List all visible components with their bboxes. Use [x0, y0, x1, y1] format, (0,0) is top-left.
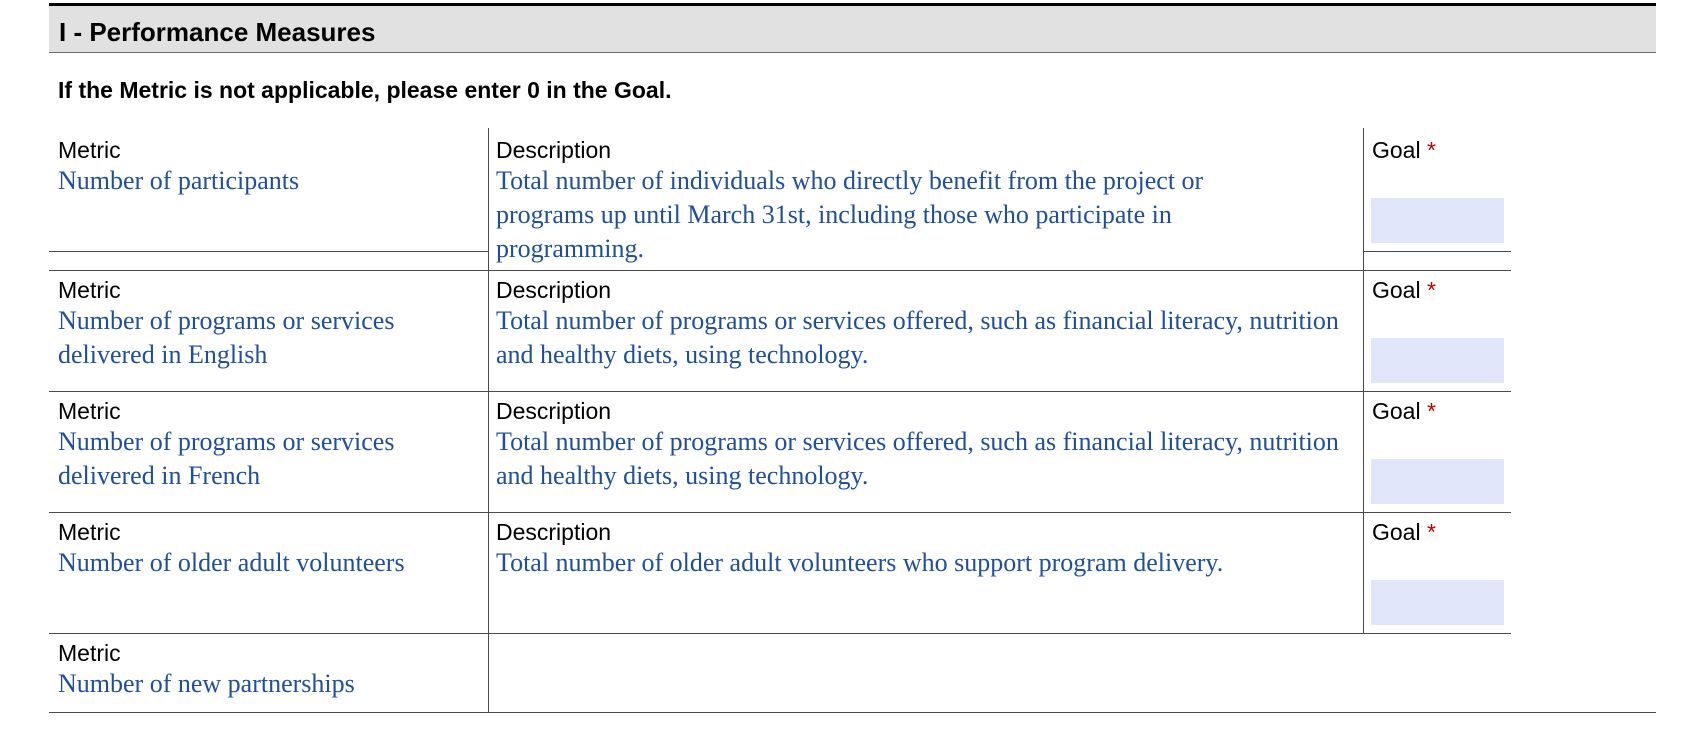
description-label: Description	[496, 519, 612, 545]
row-divider	[49, 512, 1511, 513]
description-value: Total number of individuals who directly benefit from the project or programs up until March 31st, including those who participate in programming.	[496, 166, 1204, 263]
description-value: Total number of older adult volunteers who support program delivery.	[496, 548, 1224, 577]
section-header	[49, 3, 1656, 53]
table-bottom-border	[49, 712, 1656, 713]
row-divider	[49, 391, 1511, 392]
metric-value: Number of new partnerships	[58, 669, 355, 698]
description-label: Description	[496, 277, 612, 303]
row-divider	[49, 270, 1511, 271]
metric-value: Number of programs or services delivered in French	[58, 427, 395, 490]
column-divider-goal	[1363, 128, 1364, 633]
description-label: Description	[496, 137, 612, 163]
description-label: Description	[496, 398, 612, 424]
goal-label: Goal *	[1372, 398, 1436, 424]
goal-input[interactable]	[1371, 338, 1504, 383]
metric-label: Metric	[58, 398, 121, 424]
metric-label: Metric	[58, 640, 121, 666]
instruction-text: If the Metric is not applicable, please enter 0 in the Goal.	[58, 77, 672, 103]
required-indicator: *	[1426, 398, 1436, 424]
row-divider	[1363, 251, 1511, 252]
metric-label: Metric	[58, 519, 121, 545]
goal-label: Goal *	[1372, 137, 1436, 163]
goal-label: Goal *	[1372, 277, 1436, 303]
required-indicator: *	[1426, 277, 1436, 303]
goal-input[interactable]	[1371, 580, 1504, 625]
metric-value: Number of programs or services delivered in English	[58, 306, 395, 369]
goal-input[interactable]	[1371, 198, 1504, 243]
column-divider-metric	[488, 128, 489, 712]
section-title: I - Performance Measures	[59, 17, 376, 47]
metric-value: Number of participants	[58, 166, 300, 195]
description-value: Total number of programs or services offered, such as financial literacy, nutrition and healthy diets, using technology.	[496, 306, 1339, 369]
metric-value: Number of older adult volunteers	[58, 548, 405, 577]
metric-label: Metric	[58, 277, 121, 303]
description-value: Total number of programs or services offered, such as financial literacy, nutrition and healthy diets, using technology.	[496, 427, 1339, 490]
goal-label: Goal *	[1372, 519, 1436, 545]
row-divider	[49, 633, 1511, 634]
metric-label: Metric	[58, 137, 121, 163]
required-indicator: *	[1426, 137, 1436, 163]
goal-input[interactable]	[1371, 459, 1504, 504]
row-divider	[49, 251, 488, 252]
required-indicator: *	[1426, 519, 1436, 545]
